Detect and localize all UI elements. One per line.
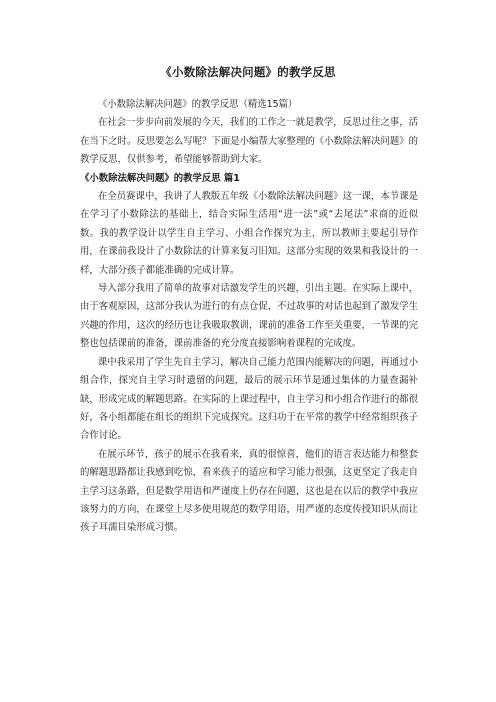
paragraph-3: 课中我采用了学生先自主学习，解决自己能力范围内能解决的问题，再通过小组合作，探究自主学习时遗留的问题，最后的展示环节是通过集体的力量查漏补缺，形成完成的解题思路。在实际的上课过程中，自主学习和小组合作进行的都很好，各小组都能在组长的组织下完成探究。这归功于在平常的教学中经常组织孩子合作讨论。 — [80, 356, 418, 442]
paragraph-2: 导入部分我用了简单的故事对话激发学生的兴趣，引出主题。在实际上课中，由于客观原因，这部分我认为进行的有点仓促，不过故事的对话也起到了激发学生兴趣的作用，这次的经历也让我吸取教训，课前的准备工作至关重要，一节课的完整也包括课前的准备，课前准备的充分度直接影响着课程的完成度。 — [80, 283, 418, 350]
paragraph-4: 在展示环节，孩子的展示在我看来，真的很惊喜，他们的语言表达能力和整套的解题思路都让我感到吃惊，看来孩子的适应和学习能力很强，这更坚定了我走自主学习这条路，但是数学用语和严谨度上仍存在问题，这也是在以后的教学中我应该努力的方向，在课堂上尽多使用规范的数学用语，用严谨的态度传授知识从而让孩子耳濡目染形成习惯。 — [80, 448, 418, 534]
paragraph-1: 在全员赛课中，我讲了人教版五年级《小数除法解决问题》这一课，本节课是在学习了小数除法的基础上，结合实际生活用“进一法”或“去尾法”求商的近似数。我的教学设计以学生自主学习、小组合作探究为主，所以教师主要起引导作用，在课前我设计了小数除法的计算来复习旧知。这部分实现的效果和我设计的一样，大部分孩子都能准确的完成计算。 — [80, 191, 418, 276]
document-title: 《小数除法解决问题》的教学反思 — [160, 65, 336, 79]
intro-line: 《小数除法解决问题》的教学反思（精选15篇） — [97, 99, 298, 110]
paragraph-intro: 在社会一步步向前发展的今天，我们的工作之一就是教学，反思过往之事，活在当下之时。反思要怎么写呢？下面是小编帮大家整理的《小数除法解决问题》的教学反思，仅供参考，希望能够帮助到大家。 — [80, 117, 418, 166]
section-heading: 《小数除法解决问题》的教学反思 篇1 — [80, 172, 240, 184]
document-body — [80, 96, 418, 538]
